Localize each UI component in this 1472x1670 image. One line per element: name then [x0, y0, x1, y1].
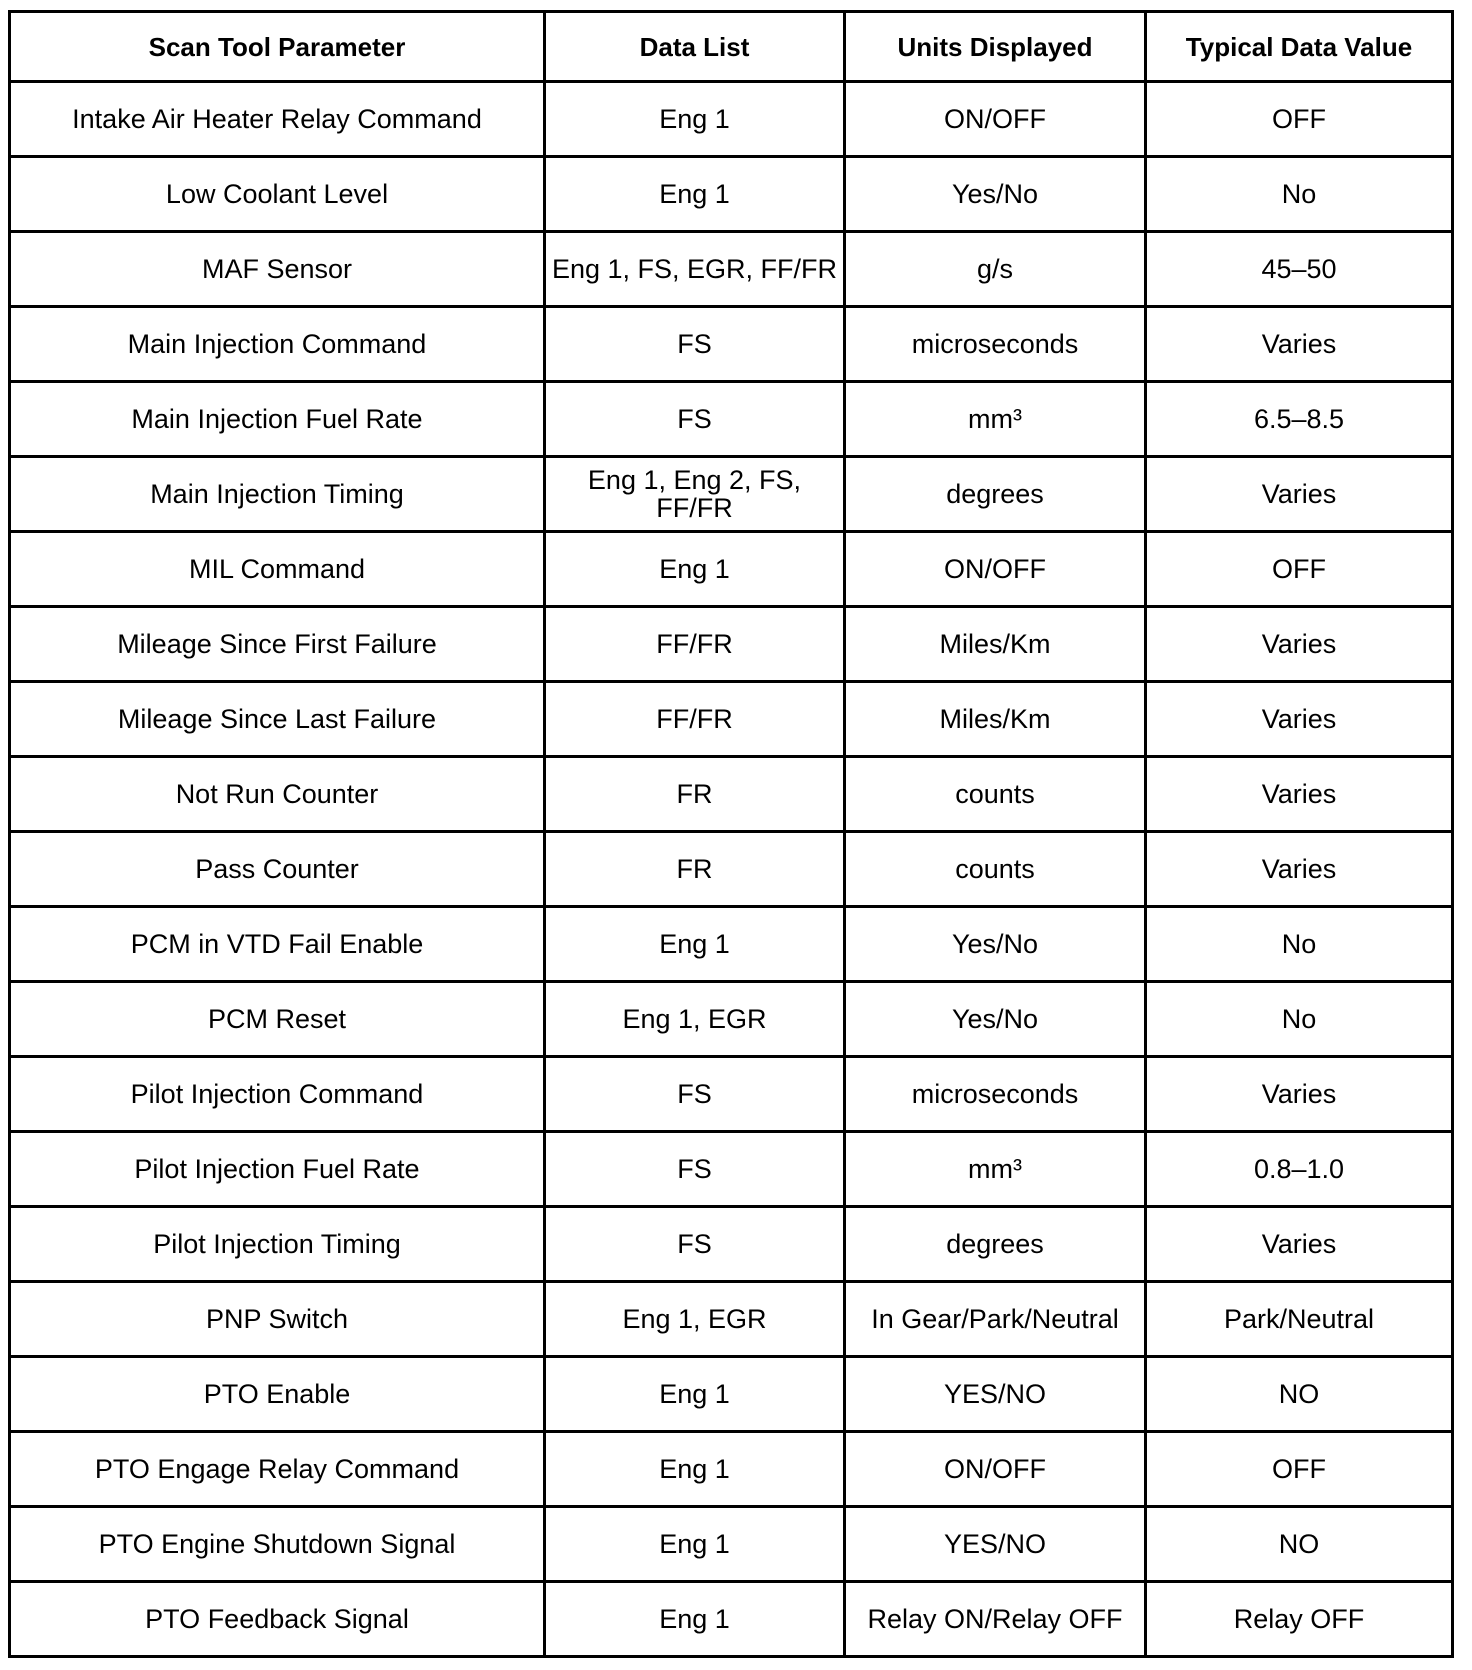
typical-value-cell: Varies	[1146, 757, 1453, 832]
table-row	[10, 157, 1453, 232]
parameter-cell: PCM Reset	[10, 982, 545, 1057]
table-row	[10, 382, 1453, 457]
data-list-cell: Eng 1	[545, 1432, 845, 1507]
parameter-cell: MIL Command	[10, 532, 545, 607]
table-header	[10, 12, 1453, 82]
scan-tool-data-table	[8, 10, 1454, 1658]
parameter-cell: Main Injection Timing	[10, 457, 545, 532]
typical-value-cell: OFF	[1146, 1432, 1453, 1507]
units-cell: degrees	[845, 1207, 1146, 1282]
parameter-cell: MAF Sensor	[10, 232, 545, 307]
header-typical-data-value: Typical Data Value	[1146, 12, 1453, 82]
typical-value-cell: NO	[1146, 1357, 1453, 1432]
parameter-cell: Pass Counter	[10, 832, 545, 907]
parameter-cell: PTO Feedback Signal	[10, 1582, 545, 1657]
data-list-cell: Eng 1	[545, 82, 845, 157]
data-list-cell: Eng 1, EGR	[545, 982, 845, 1057]
units-cell: Yes/No	[845, 982, 1146, 1057]
typical-value-cell: Relay OFF	[1146, 1582, 1453, 1657]
header-scan-tool-parameter: Scan Tool Parameter	[10, 12, 545, 82]
units-cell: g/s	[845, 232, 1146, 307]
table-body	[10, 82, 1453, 1657]
table-row	[10, 607, 1453, 682]
typical-value-cell: Varies	[1146, 457, 1453, 532]
parameter-cell: Main Injection Command	[10, 307, 545, 382]
data-list-cell: FS	[545, 1207, 845, 1282]
header-row	[10, 12, 1453, 82]
data-list-cell: Eng 1	[545, 1507, 845, 1582]
units-cell: ON/OFF	[845, 1432, 1146, 1507]
data-list-cell: FS	[545, 307, 845, 382]
scan-tool-data-table-container	[8, 10, 1454, 1658]
units-cell: YES/NO	[845, 1507, 1146, 1582]
typical-value-cell: Varies	[1146, 682, 1453, 757]
parameter-cell: Mileage Since First Failure	[10, 607, 545, 682]
data-list-cell: FS	[545, 382, 845, 457]
parameter-cell: Low Coolant Level	[10, 157, 545, 232]
parameter-cell: PCM in VTD Fail Enable	[10, 907, 545, 982]
data-list-cell: FS	[545, 1057, 845, 1132]
typical-value-cell: 6.5–8.5	[1146, 382, 1453, 457]
parameter-cell: Mileage Since Last Failure	[10, 682, 545, 757]
parameter-cell: Pilot Injection Timing	[10, 1207, 545, 1282]
table-row	[10, 457, 1453, 532]
parameter-cell: PNP Switch	[10, 1282, 545, 1357]
parameter-cell: PTO Engage Relay Command	[10, 1432, 545, 1507]
table-row	[10, 1507, 1453, 1582]
table-row	[10, 1132, 1453, 1207]
typical-value-cell: No	[1146, 157, 1453, 232]
typical-value-cell: Varies	[1146, 1207, 1453, 1282]
data-list-cell: FS	[545, 1132, 845, 1207]
units-cell: Yes/No	[845, 907, 1146, 982]
table-row	[10, 907, 1453, 982]
parameter-cell: Pilot Injection Command	[10, 1057, 545, 1132]
table-row	[10, 682, 1453, 757]
table-row	[10, 1582, 1453, 1657]
table-row	[10, 832, 1453, 907]
table-row	[10, 1207, 1453, 1282]
parameter-cell: PTO Engine Shutdown Signal	[10, 1507, 545, 1582]
data-list-cell: Eng 1	[545, 532, 845, 607]
table-row	[10, 757, 1453, 832]
header-units-displayed: Units Displayed	[845, 12, 1146, 82]
table-row	[10, 982, 1453, 1057]
data-list-cell: Eng 1, Eng 2, FS, FF/FR	[545, 457, 845, 532]
parameter-cell: Pilot Injection Fuel Rate	[10, 1132, 545, 1207]
typical-value-cell: NO	[1146, 1507, 1453, 1582]
units-cell: counts	[845, 832, 1146, 907]
units-cell: ON/OFF	[845, 532, 1146, 607]
units-cell: Miles/Km	[845, 682, 1146, 757]
units-cell: degrees	[845, 457, 1146, 532]
table-row	[10, 307, 1453, 382]
data-list-cell: Eng 1	[545, 157, 845, 232]
typical-value-cell: No	[1146, 907, 1453, 982]
units-cell: microseconds	[845, 1057, 1146, 1132]
data-list-cell: FR	[545, 757, 845, 832]
header-data-list: Data List	[545, 12, 845, 82]
typical-value-cell: Varies	[1146, 307, 1453, 382]
units-cell: In Gear/Park/Neutral	[845, 1282, 1146, 1357]
units-cell: Relay ON/Relay OFF	[845, 1582, 1146, 1657]
data-list-cell: FF/FR	[545, 607, 845, 682]
units-cell: YES/NO	[845, 1357, 1146, 1432]
parameter-cell: Main Injection Fuel Rate	[10, 382, 545, 457]
data-list-cell: Eng 1	[545, 1582, 845, 1657]
typical-value-cell: Park/Neutral	[1146, 1282, 1453, 1357]
table-row	[10, 1432, 1453, 1507]
parameter-cell: PTO Enable	[10, 1357, 545, 1432]
data-list-cell: FF/FR	[545, 682, 845, 757]
parameter-cell: Intake Air Heater Relay Command	[10, 82, 545, 157]
typical-value-cell: OFF	[1146, 82, 1453, 157]
parameter-cell: Not Run Counter	[10, 757, 545, 832]
typical-value-cell: OFF	[1146, 532, 1453, 607]
data-list-cell: Eng 1	[545, 1357, 845, 1432]
table-row	[10, 1357, 1453, 1432]
table-row	[10, 82, 1453, 157]
data-list-cell: Eng 1, FS, EGR, FF/FR	[545, 232, 845, 307]
units-cell: Miles/Km	[845, 607, 1146, 682]
data-list-cell: Eng 1	[545, 907, 845, 982]
typical-value-cell: Varies	[1146, 607, 1453, 682]
typical-value-cell: 0.8–1.0	[1146, 1132, 1453, 1207]
table-row	[10, 232, 1453, 307]
typical-value-cell: Varies	[1146, 1057, 1453, 1132]
typical-value-cell: 45–50	[1146, 232, 1453, 307]
units-cell: microseconds	[845, 307, 1146, 382]
table-row	[10, 1282, 1453, 1357]
units-cell: counts	[845, 757, 1146, 832]
units-cell: Yes/No	[845, 157, 1146, 232]
data-list-cell: FR	[545, 832, 845, 907]
typical-value-cell: No	[1146, 982, 1453, 1057]
data-list-cell: Eng 1, EGR	[545, 1282, 845, 1357]
units-cell: mm³	[845, 382, 1146, 457]
typical-value-cell: Varies	[1146, 832, 1453, 907]
units-cell: ON/OFF	[845, 82, 1146, 157]
table-row	[10, 532, 1453, 607]
table-row	[10, 1057, 1453, 1132]
units-cell: mm³	[845, 1132, 1146, 1207]
